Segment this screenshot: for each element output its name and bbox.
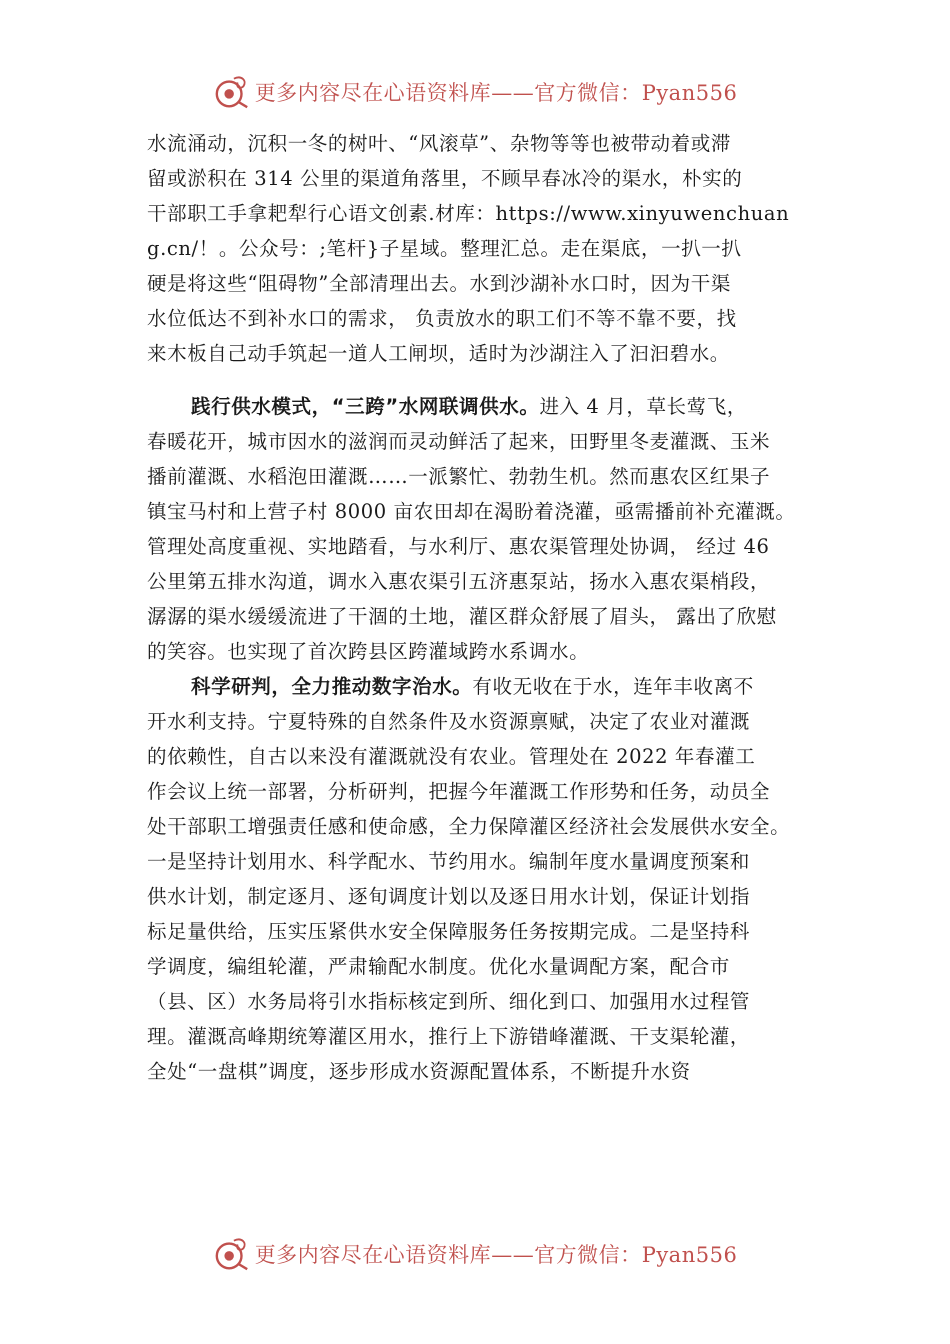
- text-line: 全处“一盘棋”调度，逐步形成水资源配置体系，不断提升水资: [147, 1060, 691, 1083]
- banner-main-text: 更多内容尽在心语资料库: [254, 1243, 492, 1267]
- text-line: 硬是将这些“阻碍物”全部清理出去。水到沙湖补水口时，因为干渠: [147, 272, 731, 295]
- banner-separator: ——: [491, 1243, 535, 1267]
- banner-text: [255, 1239, 738, 1269]
- text-line-first: [147, 389, 817, 424]
- banner-text: [255, 77, 738, 107]
- text-line: 作会议上统一部署，分析研判，把握今年灌溉工作形势和任务，动员全: [147, 780, 771, 803]
- text-line: 标足量供给，压实压紧供水安全保障服务任务按期完成。二是坚持科: [147, 920, 751, 943]
- banner-separator: ——: [491, 81, 535, 105]
- text-line: 理。灌溉高峰期统筹灌区用水，推行上下游错峰灌溉、干支渠轮灌，: [147, 1025, 751, 1048]
- banner-wechat-id: Pyan556: [641, 1243, 738, 1267]
- header-banner: [0, 72, 950, 112]
- text-line: 处干部职工增强责任感和使命感，全力保障灌区经济社会发展供水安全。: [147, 815, 791, 838]
- text-line: 一是坚持计划用水、科学配水、节约用水。编制年度水量调度预案和: [147, 850, 751, 873]
- text-line: 的笑容。也实现了首次跨县区跨灌域跨水系调水。: [147, 640, 590, 663]
- text-line: 公里第五排水沟道，调水入惠农渠引五济惠泵站，扬水入惠农渠梢段，: [147, 570, 771, 593]
- text-run: 有收无收在于水，连年丰收离不: [472, 675, 754, 698]
- banner-wechat-id: Pyan556: [641, 81, 738, 105]
- document-body: [147, 126, 817, 1089]
- paragraph-lead-heading: 践行供水模式，“三跨”水网联调供水。: [191, 395, 540, 418]
- text-line: 来木板自己动手筑起一道人工闸坝，适时为沙湖注入了汩汩碧水。: [147, 342, 730, 365]
- text-line: 开水利支持。宁夏特殊的自然条件及水资源禀赋，决定了农业对灌溉: [147, 710, 751, 733]
- text-line: （县、区）水务局将引水指标核定到所、细化到口、加强用水过程管: [147, 990, 751, 1013]
- logo-icon: [213, 73, 251, 111]
- paragraph-3: [147, 669, 817, 1089]
- text-line-first: [147, 669, 817, 704]
- text-line: 水流涌动，沉积一冬的树叶、“风滚草”、杂物等等也被带动着或滞: [147, 132, 731, 155]
- text-line: 学调度，编组轮灌，严肃输配水制度。优化水量调配方案，配合市: [147, 955, 730, 978]
- logo-icon: [213, 1235, 251, 1273]
- text-run: 进入 4 月，草长莺飞，: [539, 395, 747, 418]
- banner-official-text: 官方微信：: [534, 81, 642, 105]
- paragraph-1: [147, 126, 817, 371]
- text-line: 播前灌溉、水稻泡田灌溉……一派繁忙、勃勃生机。然而惠农区红果子: [147, 465, 771, 488]
- text-line: 管理处高度重视、实地踏看，与水利厅、惠农渠管理处协调， 经过 46: [147, 535, 770, 558]
- text-line: 水位低达不到补水口的需求， 负责放水的职工们不等不靠不要，找: [147, 307, 737, 330]
- footer-banner: [0, 1234, 950, 1274]
- paragraph-2: [147, 389, 817, 669]
- text-line: 潺潺的渠水缓缓流进了干涸的土地，灌区群众舒展了眉头， 露出了欣慰: [147, 605, 777, 628]
- text-line: 留或淤积在 314 公里的渠道角落里，不顾早春冰冷的渠水，朴实的: [147, 167, 743, 190]
- text-line: 春暖花开，城市因水的滋润而灵动鲜活了起来，田野里冬麦灌溉、玉米: [147, 430, 771, 453]
- banner-official-text: 官方微信：: [534, 1243, 642, 1267]
- banner-main-text: 更多内容尽在心语资料库: [254, 81, 492, 105]
- text-line: 的依赖性，自古以来没有灌溉就没有农业。管理处在 2022 年春灌工: [147, 745, 756, 768]
- text-line: 供水计划，制定逐月、逐旬调度计划以及逐日用水计划，保证计划指: [147, 885, 751, 908]
- paragraph-lead-heading: 科学研判，全力推动数字治水。: [191, 675, 473, 698]
- text-line: g.cn/！。公众号：;笔杆}子星域。整理汇总。走在渠底，一扒一扒: [147, 237, 742, 260]
- text-line: 镇宝马村和上营子村 8000 亩农田却在渴盼着浇灌，亟需播前补充灌溉。: [147, 500, 796, 523]
- text-line: 干部职工手拿耙犁行心语文创素.材库：https://www.xinyuwenchuan: [147, 202, 790, 225]
